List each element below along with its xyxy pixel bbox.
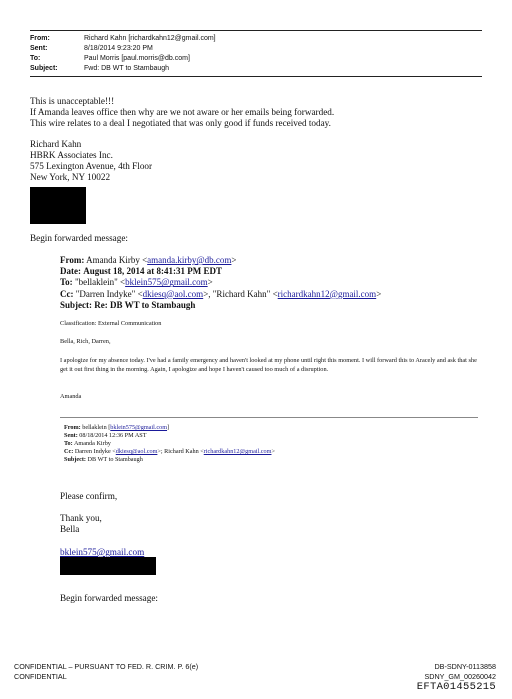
label: From:	[64, 424, 81, 431]
email-link[interactable]: bklein575@gmail.com	[110, 424, 168, 431]
please-confirm: Please confirm,	[60, 491, 118, 501]
text: Darren Indyke <	[74, 448, 116, 455]
forward-header-2	[64, 424, 484, 464]
sig-name: Richard Kahn	[30, 139, 82, 149]
sig-company: HBRK Associates Inc.	[30, 150, 113, 160]
forward-header-1	[60, 255, 490, 311]
text: "bellaklein" <	[74, 277, 126, 288]
fwd2-from-line	[64, 424, 484, 432]
text: >	[231, 255, 237, 265]
signature	[30, 139, 152, 183]
amanda-paragraph: I apologize for my absence today. I've had a family emergency and haven't looked at my phone until right this moment. I will forward this to Aracely and ask that she get it out first thing in the morning. Again, I apologize and hope I haven't caused too much of a disruption.	[60, 357, 477, 373]
message-body	[30, 96, 490, 129]
bates-number: DB-SDNY-0113858	[434, 662, 496, 671]
fwd2-subject-line	[64, 456, 484, 464]
header-value: Fwd: DB WT to Stambaugh	[84, 65, 170, 72]
header-row-from	[30, 34, 216, 44]
fwd2-sent-line	[64, 432, 484, 440]
header-key: From:	[30, 35, 50, 42]
label: From:	[60, 255, 85, 265]
footer-left	[14, 662, 198, 682]
thank-you	[60, 513, 102, 535]
fwd-to-line	[60, 277, 490, 288]
label: Subject:	[64, 456, 86, 463]
signoff: Amanda	[60, 393, 82, 400]
text: Amanda Kirby	[73, 440, 111, 447]
header-key: Sent:	[30, 45, 48, 52]
thank-you-line: Thank you,	[60, 513, 102, 523]
label: To:	[60, 277, 73, 288]
classification: Classification: External Communication	[60, 320, 162, 327]
email-link[interactable]: bklein575@gmail.com	[125, 277, 208, 288]
text: "Darren Indyke" <	[75, 288, 143, 299]
label: Sent:	[64, 432, 78, 439]
separator-rule	[60, 417, 478, 418]
bella-name: Bella	[60, 524, 80, 534]
email-link[interactable]: richardkahn12@gmail.com	[203, 448, 272, 455]
header-row-to	[30, 54, 216, 64]
header-key: Subject:	[30, 65, 58, 72]
header-bottom-rule	[30, 76, 482, 77]
sig-address: New York, NY 10022	[30, 172, 111, 182]
header-value: Richard Kahn [richardkahn12@gmail.com]	[84, 35, 216, 42]
text: DB WT to Stambaugh	[87, 456, 143, 463]
body-line: This is unacceptable!!!	[30, 96, 115, 106]
label: Cc:	[64, 448, 74, 455]
fwd2-cc-line	[64, 448, 484, 456]
email-link[interactable]: richardkahn12@gmail.com	[277, 288, 377, 299]
fwd-date-line	[60, 266, 490, 277]
text: >	[271, 448, 275, 455]
text: >; Richard Kahn <	[157, 448, 204, 455]
header-value: Paul Morris [paul.morris@db.com]	[84, 55, 190, 62]
begin-forwarded-2: Begin forwarded message:	[60, 593, 158, 603]
email-link[interactable]: bklein575@gmail.com	[60, 547, 145, 557]
email-header	[30, 34, 216, 74]
email-link[interactable]: dkiesq@aol.com	[142, 288, 204, 299]
email-link[interactable]: dkiesq@aol.com	[115, 448, 158, 455]
label: Cc:	[60, 288, 74, 299]
confidential-label: CONFIDENTIAL	[14, 672, 67, 681]
text: bellaklein [	[82, 424, 111, 431]
text: >	[207, 277, 213, 288]
footer-right	[417, 662, 496, 692]
header-top-rule	[30, 30, 482, 31]
label: Date:	[60, 266, 81, 277]
date-value: August 18, 2014 at 8:41:31 PM EDT	[83, 266, 222, 277]
email-link[interactable]: amanda.kirby@db.com	[147, 255, 232, 265]
header-row-subject	[30, 64, 216, 74]
fwd-from-line	[60, 255, 490, 266]
text: Amanda Kirby <	[86, 255, 148, 265]
subject: Subject: Re: DB WT to Stambaugh	[60, 299, 196, 310]
header-key: To:	[30, 55, 41, 62]
confidential-notice: CONFIDENTIAL – PURSUANT TO FED. R. CRIM. P. 6(e)	[14, 662, 199, 671]
text: >, "Richard Kahn" <	[203, 288, 278, 299]
begin-forwarded-1: Begin forwarded message:	[30, 233, 128, 243]
text: >	[376, 288, 382, 299]
header-value: 8/18/2014 9:23:20 PM	[84, 45, 153, 52]
efta-stamp: EFTA01455215	[416, 681, 496, 693]
fwd-subject-line	[60, 300, 490, 311]
text: 08/18/2014 12:36 PM AST	[79, 432, 147, 439]
header-row-sent	[30, 44, 216, 54]
bates-number: SDNY_GM_00260042	[424, 672, 496, 681]
fwd2-to-line	[64, 440, 484, 448]
sig-address: 575 Lexington Avenue, 4th Floor	[30, 161, 153, 171]
text: ]	[167, 424, 170, 431]
label: To:	[64, 440, 73, 447]
redaction-box	[60, 557, 156, 575]
fwd-cc-line	[60, 289, 490, 300]
redaction-box	[30, 187, 86, 224]
body-line: This wire relates to a deal I negotiated that was only good if funds received today.	[30, 118, 331, 128]
body-line: If Amanda leaves office then why are we not aware or her emails being forwarded.	[30, 107, 335, 117]
greeting: Bella, Rich, Darren,	[60, 338, 111, 345]
